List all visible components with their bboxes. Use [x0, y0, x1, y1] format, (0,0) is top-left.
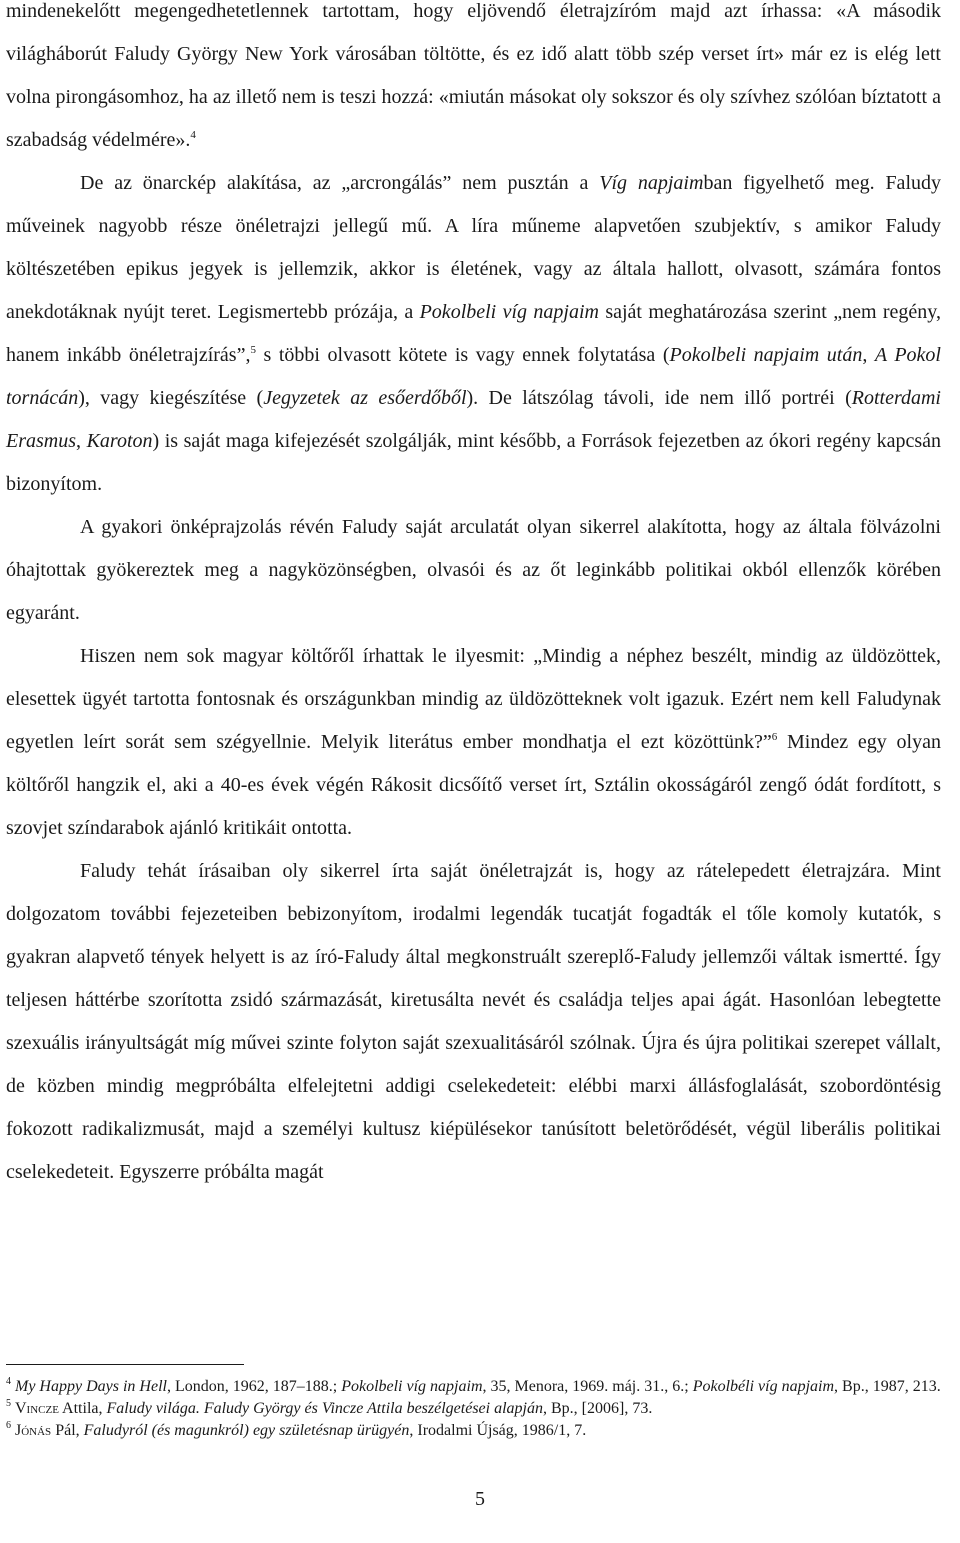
author-name: Jónás [15, 1422, 52, 1439]
italic-title: Faludy világa. Faludy György és Vincze Attila beszélgetései alapján [106, 1400, 543, 1417]
text-run: ban figyelhető meg. Faludy műveinek nagyobb része önéletrajzi jellegű mű. A líra műneme alapvetően szubjektív, s amikor Faludy költészetében epikus jegyek is jellemzik, akkor is életének, vagy az általa hallott, olvasott, számára fontos anekdotáknak nyújt teret. Legismertebb prózája, a [6, 172, 941, 323]
text-run: ), vagy kiegészítése ( [78, 387, 264, 409]
italic-title: Rotterdami Erasmus [6, 387, 941, 452]
italic-title: Pokolbeli napjaim után [669, 344, 863, 366]
text-run: , [862, 344, 875, 366]
text-run: saját meghatározása szerint „nem regény, hanem inkább önéletrajzírás”, [6, 301, 942, 366]
author-name: Vincze [15, 1400, 59, 1417]
italic-title: Pokolbeli víg napjaim [341, 1378, 483, 1395]
italic-title: Jegyzetek az esőerdőből [263, 387, 467, 409]
footnote-ref-4[interactable]: 4 [190, 129, 196, 141]
italic-title: My Happy Days in Hell [15, 1378, 167, 1395]
text-run: , Bp., [2006], 73. [543, 1400, 653, 1417]
italic-title: Pokolbéli víg napjaim [692, 1378, 835, 1395]
text-run: Mindez egy olyan költőről hangzik el, aki a 40-es évek végén Rákosit dicsőítő verset írt, Sztálin okosságáról zengő ódát fordított, s szovjet színdarabok ajánló kritikáit ontotta. [6, 731, 941, 839]
footnote-number: 6 [6, 1420, 11, 1431]
text-run: , Irodalmi Újság, 1986/1, 7. [409, 1422, 587, 1439]
text-run: , London, 1962, 187–188.; [166, 1378, 342, 1395]
text-run: Attila, [58, 1400, 107, 1417]
footnote-6 [6, 1420, 941, 1442]
footnote-5 [6, 1398, 941, 1420]
text-run: Hiszen nem sok magyar költőről írhattak le ilyesmit: „Mindig a néphez beszélt, mindig az üldözöttek, elesettek ügyét tartotta fontosnak és országunkban mindig az üldözötteknek volt igazuk. Ezért nem kell Faludynak egyetlen leírt sorát sem szégyellnie. Melyik literátus ember mondhatja el ezt közöttünk?” [6, 645, 941, 753]
text-run: , [76, 430, 87, 452]
footnote-number: 5 [6, 1398, 11, 1409]
footnotes [6, 1376, 941, 1442]
footnote-separator [6, 1364, 244, 1365]
italic-title: A Pokol tornácán [6, 344, 941, 409]
italic-title: Karoton [86, 430, 153, 452]
page-number: 5 [475, 1488, 485, 1510]
paragraph-4 [6, 635, 941, 850]
italic-title: Faludyról (és magunkról) egy születésnap ürügyén [83, 1422, 410, 1439]
text-run: ). De látszólag távoli, ide nem illő portréi ( [466, 387, 852, 409]
text-run: , 35, Menora, 1969. máj. 31., 6.; [482, 1378, 693, 1395]
footnote-4 [6, 1376, 941, 1398]
paragraph-3: A gyakori önképrajzolás révén Faludy saját arculatát olyan sikerrel alakította, hogy az általa fölvázolni óhajtottak gyökereztek meg a nagyközönségben, olvasói és az őt leginkább politikai okból ellenzők körében egyaránt. [6, 516, 941, 624]
paragraph-2 [6, 162, 941, 506]
paragraph-1 [6, 0, 941, 162]
italic-title: Víg napjaim [599, 172, 704, 194]
text-run: mindenekelőtt megengedhetetlennek tartottam, hogy eljövendő életrajzíróm majd azt írhassa: «A második világháborút Faludy György New York városában töltötte, és ez idő alatt több szép verset írt» már ez is elég lett volna pirongásomhoz, ha az illető nem is teszi hozzá: «miután másokat oly sokszor és oly szívhez szólóan bíztatott a szabadság védelmére». [6, 0, 941, 151]
text-run: s többi olvasott kötete is vagy ennek folytatása ( [255, 344, 670, 366]
footnote-ref-6[interactable]: 6 [771, 731, 778, 743]
paragraph-5: Faludy tehát írásaiban oly sikerrel írta saját önéletrajzát is, hogy az rátelepedett életrajzára. Mint dolgozatom további fejezeteiben bebizonyítom, irodalmi legendák tucatját fogadták el tőle komoly kutatók, s gyakran alapvető tények helyett is az író-Faludy által megkonstruált szereplő-Faludy jellemzői váltak ismertté. Így teljesen háttérbe szorította zsidó származását, kiretusálta nevét és családja teljes apai ágát. Hasonlóan lebegtette szexuális irányultságát míg művei szinte folyton saját szexualitásáról szólnak. Újra és újra politikai szerepet vállalt, de közben mindig megpróbálta elfelejtetni addigi cselekedeteit: elébbi marxi állásfoglalását, szobordöntésig fokozott radikalizmusát, majd a személyi kultusz kiépülésekor tanúsított beletörődését, végül liberális politikai cselekedeteit. Egyszerre próbálta magát [6, 860, 941, 1183]
footnote-number: 4 [6, 1376, 11, 1387]
text-run: , Bp., 1987, 213. [834, 1378, 941, 1395]
body-text [6, 0, 941, 1194]
text-run: ) is saját maga kifejezését szolgálják, mint később, a Források fejezetben az ókori regény kapcsán bizonyítom. [6, 430, 942, 495]
text-run: Pál, [51, 1422, 84, 1439]
text-run: De az önarckép alakítása, az „arcrongálás” nem pusztán a [80, 172, 600, 194]
italic-title: Pokolbeli víg napjaim [419, 301, 599, 323]
footnote-ref-5[interactable]: 5 [250, 344, 256, 356]
